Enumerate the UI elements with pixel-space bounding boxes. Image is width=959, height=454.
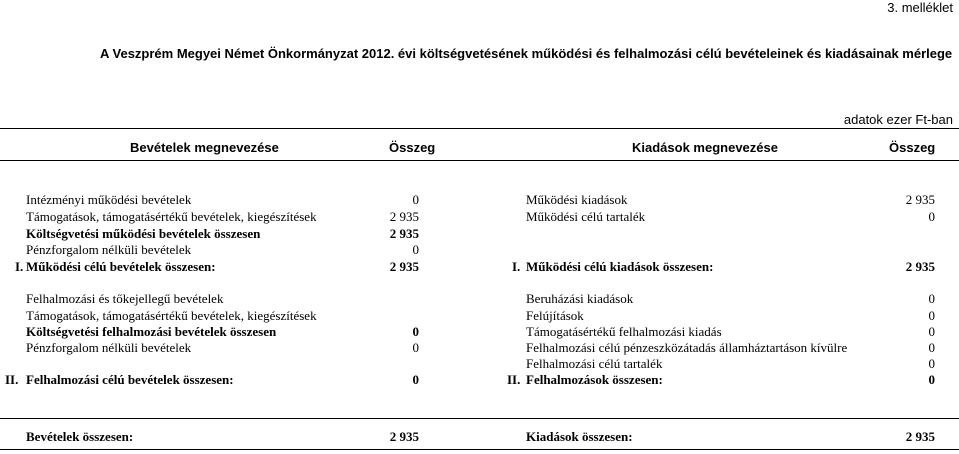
capital-income-label-3: Költségvetési felhalmozási bevételek összesen — [26, 324, 277, 339]
grand-income-value: 2 935 — [389, 429, 419, 444]
operating-income-value-3: 2 935 — [389, 226, 419, 241]
operating-expense-label-1: Működési kiadások — [526, 192, 628, 207]
page-title: A Veszprém Megyei Német Önkormányzat 2012. évi költségvetésének működési és felhalmozási célú bevételeinek és kiadásainak mérlege — [100, 46, 953, 61]
operating-expense-total-value: 2 935 — [905, 259, 935, 274]
grand-total-bottom-rule — [0, 449, 959, 450]
operating-income-total-label: Működési célú bevételek összesen: — [26, 259, 216, 274]
capital-expense-total-num: II. — [507, 372, 521, 387]
operating-expense-value-1: 2 935 — [905, 192, 935, 207]
capital-expense-total-label: Felhalmozások összesen: — [526, 372, 663, 387]
operating-expense-total-label: Működési célú kiadások összesen: — [526, 259, 714, 274]
income-amount-header: Összeg — [389, 140, 436, 155]
capital-expense-value-1: 0 — [928, 291, 935, 306]
capital-income-value-3: 0 — [412, 324, 419, 339]
operating-income-total-value: 2 935 — [389, 259, 419, 274]
operating-income-label-4: Pénzforgalom nélküli bevételek — [26, 242, 192, 257]
capital-expense-label-4: Felhalmozási célú pénzeszközátadás államháztartáson kívülre — [526, 340, 848, 355]
header-bottom-rule — [0, 160, 959, 161]
capital-income-total-num: II. — [5, 372, 19, 387]
operating-income-label-2: Támogatások, támogatásértékű bevételek, kiegészítések — [26, 209, 317, 224]
operating-income-value-4: 0 — [412, 242, 419, 257]
capital-income-label-2: Támogatások, támogatásértékű bevételek, kiegészítések — [26, 308, 317, 323]
operating-income-value-2: 2 935 — [389, 209, 419, 224]
capital-income-label-1: Felhalmozási és tőkejellegű bevételek — [26, 291, 224, 306]
grand-income-label: Bevételek összesen: — [26, 429, 134, 444]
capital-expense-label-2: Felújítások — [526, 308, 584, 323]
capital-income-value-4: 0 — [412, 340, 419, 355]
income-name-header: Bevételek megnevezése — [130, 140, 279, 155]
capital-income-total-label: Felhalmozási célú bevételek összesen: — [26, 372, 234, 387]
unit-note: adatok ezer Ft-ban — [843, 112, 953, 127]
expense-amount-header: Összeg — [889, 140, 936, 155]
grand-expense-label: Kiadások összesen: — [526, 429, 633, 444]
capital-expense-value-2: 0 — [928, 308, 935, 323]
operating-income-value-1: 0 — [412, 192, 419, 207]
capital-expense-value-5: 0 — [928, 356, 935, 371]
annex-label: 3. melléklet — [887, 0, 953, 15]
operating-expense-label-2: Működési célú tartalék — [526, 209, 646, 224]
grand-expense-value: 2 935 — [905, 429, 935, 444]
operating-income-total-num: I. — [15, 259, 24, 274]
operating-income-label-3: Költségvetési működési bevételek összesen — [26, 226, 261, 241]
capital-income-label-4: Pénzforgalom nélküli bevételek — [26, 340, 192, 355]
capital-expense-label-3: Támogatásértékű felhalmozási kiadás — [526, 324, 722, 339]
operating-expense-total-num: I. — [512, 259, 521, 274]
capital-expense-label-1: Beruházási kiadások — [526, 291, 634, 306]
operating-income-label-1: Intézményi működési bevételek — [26, 192, 192, 207]
capital-expense-total-value: 0 — [928, 372, 935, 387]
operating-expense-value-2: 0 — [928, 209, 935, 224]
header-top-rule — [0, 128, 959, 129]
capital-expense-value-3: 0 — [928, 324, 935, 339]
capital-expense-label-5: Felhalmozási célú tartalék — [526, 356, 663, 371]
capital-income-total-value: 0 — [412, 372, 419, 387]
grand-total-top-rule — [0, 418, 959, 419]
capital-expense-value-4: 0 — [928, 340, 935, 355]
expense-name-header: Kiadások megnevezése — [632, 140, 778, 155]
